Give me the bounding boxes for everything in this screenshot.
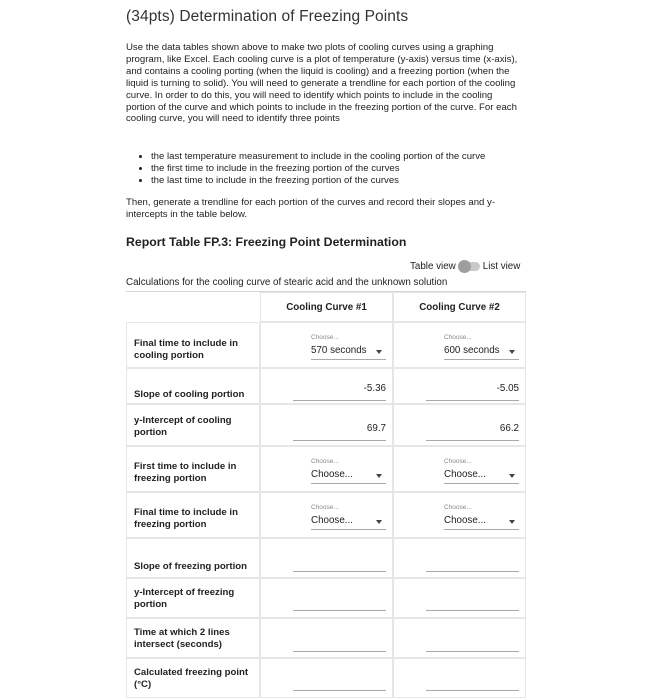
- row-label: Time at which 2 lines intersect (seconds): [134, 627, 230, 650]
- chevron-down-icon: [376, 520, 382, 524]
- intersection-time-input-2[interactable]: [393, 618, 526, 658]
- row-label: Calculated freezing point (°C): [134, 667, 249, 690]
- bullet-item: • the last time to include in the freezing portion of the curves: [151, 175, 531, 187]
- freezing-final-time-select-1[interactable]: [260, 492, 393, 538]
- cooling-intercept-input-2[interactable]: [393, 404, 526, 446]
- row-label-cell: [126, 446, 260, 492]
- freezing-final-time-select-2[interactable]: [393, 492, 526, 538]
- input-underline: [426, 400, 519, 401]
- input-underline: [426, 571, 519, 572]
- row-label-cell: [126, 492, 260, 538]
- chevron-down-icon: [509, 520, 515, 524]
- input-underline: [293, 400, 386, 401]
- input-value: -5.36: [363, 383, 386, 394]
- select-underline: [444, 483, 519, 484]
- row-label-cell: [126, 578, 260, 618]
- toggle-knob[interactable]: [458, 260, 471, 273]
- select-underline: [311, 529, 386, 530]
- select-hint: Choose...: [311, 458, 339, 465]
- input-underline: [293, 690, 386, 691]
- input-underline: [293, 651, 386, 652]
- freezing-point-input-2[interactable]: [393, 658, 526, 698]
- freezing-first-time-select-1[interactable]: [260, 446, 393, 492]
- select-underline: [311, 483, 386, 484]
- row-label-cell: [126, 658, 260, 698]
- select-value: Choose...: [311, 469, 353, 480]
- column-header-curve-1: Cooling Curve #1: [260, 292, 393, 322]
- row-label: y-Intercept of freezing portion: [134, 587, 235, 610]
- input-underline: [293, 571, 386, 572]
- select-underline: [444, 359, 519, 360]
- instruction-bullets: [137, 151, 531, 187]
- select-value: Choose...: [311, 515, 353, 526]
- question-title: (34pts) Determination of Freezing Points: [126, 8, 409, 25]
- chevron-down-icon: [376, 350, 382, 354]
- row-label-cell: [126, 368, 260, 404]
- input-underline: [426, 690, 519, 691]
- input-value: 66.2: [499, 423, 519, 434]
- select-hint: Choose...: [311, 504, 339, 511]
- row-label: y-Intercept of cooling portion: [134, 415, 232, 438]
- select-underline: [444, 529, 519, 530]
- bullet-item: • the first time to include in the freezing portion of the curves: [151, 163, 531, 175]
- view-toggle-row: [410, 261, 520, 272]
- select-value: Choose...: [444, 469, 486, 480]
- input-underline: [293, 610, 386, 611]
- list-view-label[interactable]: List view: [482, 261, 521, 272]
- row-label: Final time to include in cooling portion: [134, 338, 238, 361]
- select-hint: Choose...: [311, 334, 339, 341]
- freezing-point-input-1[interactable]: [260, 658, 393, 698]
- input-underline: [426, 440, 519, 441]
- select-hint: Choose...: [444, 458, 472, 465]
- input-underline: [293, 440, 386, 441]
- select-value: 570 seconds: [311, 345, 367, 356]
- report-table-title: Report Table FP.3: Freezing Point Determination: [126, 235, 407, 249]
- input-value: 69.7: [366, 423, 386, 434]
- freezing-intercept-input-2[interactable]: [393, 578, 526, 618]
- input-underline: [426, 651, 519, 652]
- intersection-time-input-1[interactable]: [260, 618, 393, 658]
- row-label: Slope of freezing portion: [134, 561, 247, 572]
- freezing-slope-input-2[interactable]: [393, 538, 526, 578]
- row-label-cell: [126, 538, 260, 578]
- chevron-down-icon: [376, 474, 382, 478]
- row-label-cell: [126, 618, 260, 658]
- trendline-instructions: Then, generate a trendline for each portion of the curves and record their slopes and y-intercepts in the table below.: [126, 197, 496, 220]
- chevron-down-icon: [509, 474, 515, 478]
- select-value: 600 seconds: [444, 345, 500, 356]
- row-label-cell: [126, 322, 260, 368]
- cooling-intercept-input-1[interactable]: [260, 404, 393, 446]
- freezing-slope-input-1[interactable]: [260, 538, 393, 578]
- table-view-label[interactable]: Table view: [410, 261, 456, 272]
- row-label: Slope of cooling portion: [134, 389, 245, 400]
- row-label-cell: [126, 404, 260, 446]
- select-hint: Choose...: [444, 334, 472, 341]
- cooling-final-time-select-2[interactable]: [393, 322, 526, 368]
- row-label: Final time to include in freezing portion: [134, 507, 238, 530]
- chevron-down-icon: [509, 350, 515, 354]
- freezing-intercept-input-1[interactable]: [260, 578, 393, 618]
- input-underline: [426, 610, 519, 611]
- bullet-item: • the last temperature measurement to include in the cooling portion of the curve: [151, 151, 531, 163]
- input-value: -5.05: [496, 383, 519, 394]
- freezing-first-time-select-2[interactable]: [393, 446, 526, 492]
- select-hint: Choose...: [444, 504, 472, 511]
- select-value: Choose...: [444, 515, 486, 526]
- cooling-final-time-select-1[interactable]: [260, 322, 393, 368]
- row-label: First time to include in freezing portion: [134, 461, 237, 484]
- select-underline: [311, 359, 386, 360]
- view-toggle-switch[interactable]: [460, 262, 480, 271]
- cooling-slope-input-2[interactable]: [393, 368, 526, 404]
- table-caption: Calculations for the cooling curve of stearic acid and the unknown solution: [126, 277, 526, 292]
- cooling-slope-input-1[interactable]: [260, 368, 393, 404]
- column-header-curve-2: Cooling Curve #2: [393, 292, 526, 322]
- instructions-paragraph: Use the data tables shown above to make two plots of cooling curves using a graphing program, like Excel. Each cooling curve is a plot of temperature (y-axis) versus time (x-axis), and contains a cooling porting (when the liquid is cooling) and a freezing portion (when the liquid is turning to solid). You will need to generate a trendline for each portion of the cooling curve. In order to do this, you will need to identify which points to include in the cooling portion of the curve and which points to include in the freezing portion of the curve. For each cooling curve, you will need to identify three points: [126, 42, 518, 125]
